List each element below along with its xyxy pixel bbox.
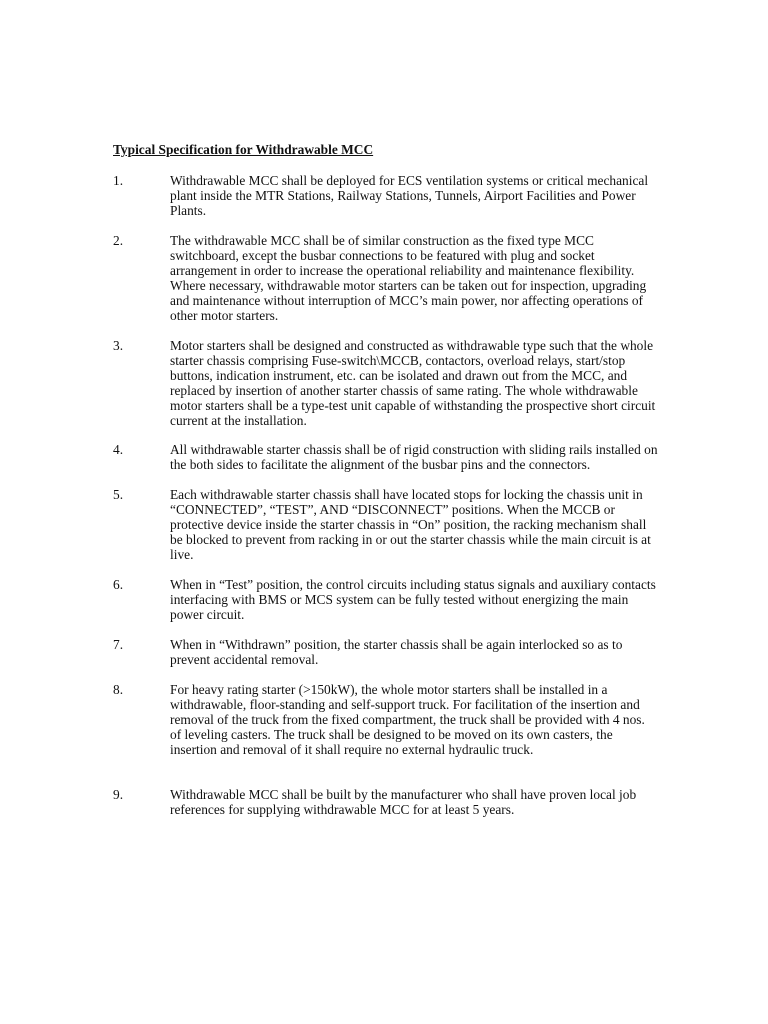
item-text: All withdrawable starter chassis shall be of rigid construction with sliding rails installed on the both sides to facilitate the alignment of the busbar pins and the connectors. (170, 442, 658, 472)
item-text: The withdrawable MCC shall be of similar construction as the fixed type MCC switchboard, except the busbar connections to be featured with plug and socket arrangement in order to increase the operational reliability and maintenance flexibility. Where necessary, withdrawable motor starters can be taken out for inspection, upgrading and maintenance without interruption of MCC’s main power, nor affecting operations of other motor starters. (170, 233, 647, 323)
item-number: 3. (113, 338, 124, 353)
item-text: For heavy rating starter (>150kW), the whole motor starters shall be installed in a withdrawable, floor-standing and self-support truck. For facilitation of the insertion and removal of the truck from the fixed compartment, the truck shall be provided with 4 nos. of leveling casters. The truck shall be designed to be moved on its own casters, the insertion and removal of it shall require no external hydraulic truck. (170, 682, 645, 757)
item-number: 5. (113, 487, 124, 502)
item-number: 6. (113, 577, 124, 592)
item-text: Withdrawable MCC shall be built by the manufacturer who shall have proven local job references for supplying withdrawable MCC for at least 5 years. (170, 787, 637, 817)
item-number: 1. (113, 173, 124, 188)
item-text: Motor starters shall be designed and constructed as withdrawable type such that the whole starter chassis comprising Fuse-switch\MCCB, contactors, overload relays, start/stop buttons, indication instrument, etc. can be isolated and drawn out from the MCC, and replaced by insertion of another starter chassis of same rating. The whole withdrawable motor starters shall be a type-test unit capable of withstanding the prospective short circuit current at the installation. (170, 338, 656, 428)
item-text: Each withdrawable starter chassis shall have located stops for locking the chassis unit in “CONNECTED”, “TEST”, AND “DISCONNECT” positions. When the MCCB or protective device inside the starter chassis in “On” position, the racking mechanism shall be blocked to prevent from racking in or out the starter chassis while the main circuit is at live. (170, 487, 651, 562)
item-text: When in “Withdrawn” position, the starter chassis shall be again interlocked so as to prevent accidental removal. (170, 637, 623, 667)
item-number: 4. (113, 442, 124, 457)
item-number: 7. (113, 637, 124, 652)
document-title: Typical Specification for Withdrawable MCC (113, 142, 374, 157)
item-number: 9. (113, 787, 124, 802)
item-number: 8. (113, 682, 124, 697)
item-text: Withdrawable MCC shall be deployed for ECS ventilation systems or critical mechanical plant inside the MTR Stations, Railway Stations, Tunnels, Airport Facilities and Power Plants. (170, 173, 649, 218)
item-text: When in “Test” position, the control circuits including status signals and auxiliary contacts interfacing with BMS or MCS system can be fully tested without energizing the main power circuit. (170, 577, 656, 622)
item-number: 2. (113, 233, 124, 248)
